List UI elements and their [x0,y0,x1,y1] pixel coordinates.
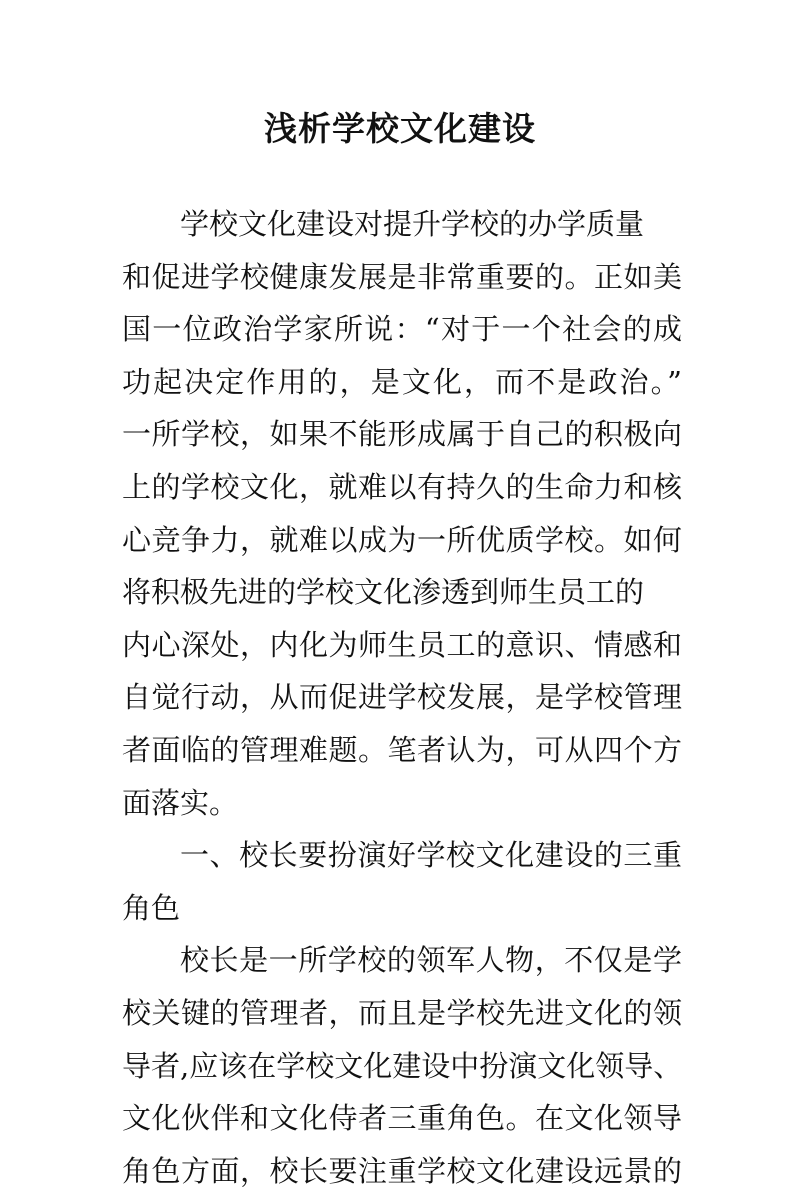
body-line: 校长是一所学校的领军人物，不仅是学 [180,943,682,978]
body-line: 导者,应该在学校文化建设中扮演文化领导、 [122,1048,683,1083]
section-heading-line: 角色 [122,890,181,925]
body-line: 者面临的管理难题。笔者认为，可从四个方 [122,732,682,767]
body-line: 心竞争力，就难以成为一所优质学校。如何 [122,522,682,557]
body-line: 校关键的管理者，而且是学校先进文化的领 [122,995,682,1030]
body-line: 面落实。 [122,785,239,820]
body-line: 一所学校，如果不能形成属于自己的积极向 [122,417,682,452]
body-line: 将积极先进的学校文化渗透到师生员工的 [122,575,645,610]
body-line: 自觉行动，从而促进学校发展，是学校管理 [122,680,682,715]
body-line: 文化伙伴和文化侍者三重角色。在文化领导 [122,1101,682,1136]
body-line: 上的学校文化，就难以有持久的生命力和核 [122,469,682,504]
document-body [122,198,682,1197]
section-heading-line: 一、校长要扮演好学校文化建设的三重 [180,838,682,873]
body-line: 角色方面，校长要注重学校文化建设远景的 [122,1153,682,1188]
body-line: 国一位政治学家所说：“对于一个社会的成 [122,312,682,347]
document-title: 浅析学校文化建设 [264,109,536,148]
body-line: 功起决定作用的，是文化，而不是政治。” [122,364,682,399]
body-line: 内心深处，内化为师生员工的意识、情感和 [122,627,682,662]
body-line: 和促进学校健康发展是非常重要的。正如美 [122,259,682,294]
body-line: 学校文化建设对提升学校的办学质量 [180,207,645,241]
